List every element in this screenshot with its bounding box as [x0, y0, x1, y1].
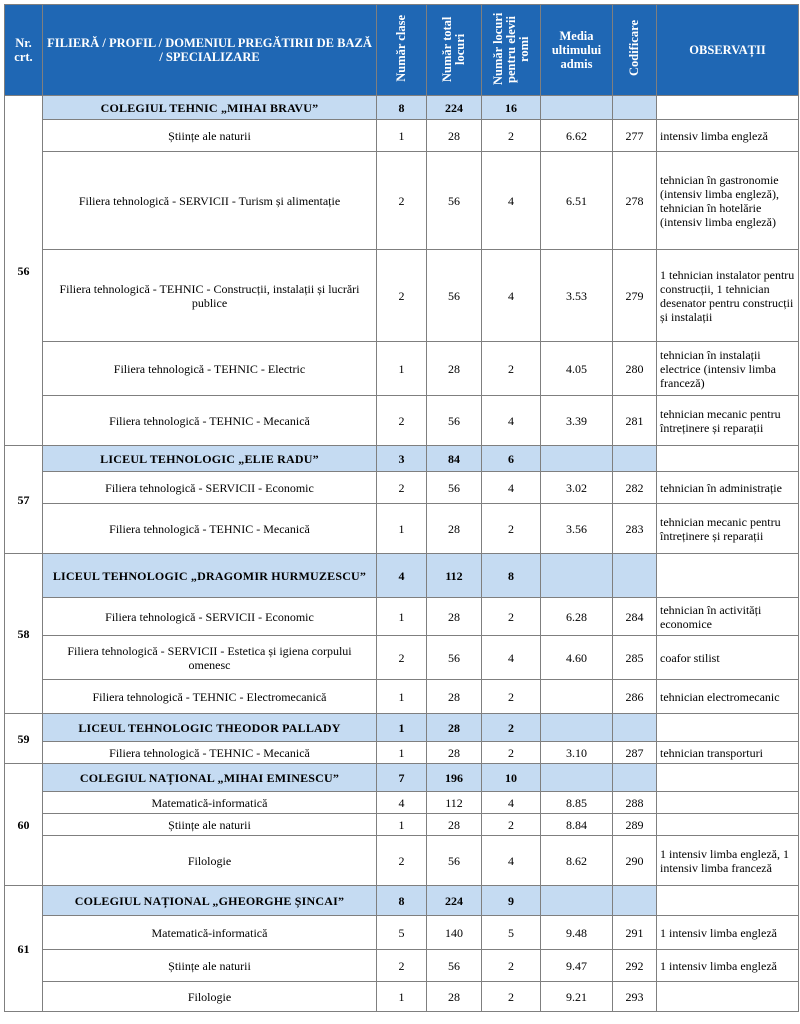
table-row [5, 836, 799, 886]
school-romi: 6 [482, 446, 541, 472]
nr-clase: 2 [377, 250, 427, 342]
codificare: 279 [613, 250, 657, 342]
school-observatii-cell [657, 446, 799, 472]
nr-locuri-romi: 4 [482, 152, 541, 250]
school-name: COLEGIUL TEHNIC „MIHAI BRAVU” [43, 96, 377, 120]
nr-clase: 1 [377, 680, 427, 714]
nr-locuri: 28 [427, 742, 482, 764]
nr-clase: 2 [377, 152, 427, 250]
table-row [5, 598, 799, 636]
row-number: 57 [5, 446, 43, 554]
school-row [5, 886, 799, 916]
school-clase: 8 [377, 96, 427, 120]
school-romi: 10 [482, 764, 541, 792]
school-clase: 3 [377, 446, 427, 472]
specialization: Matematică-informatică [43, 916, 377, 950]
codificare: 287 [613, 742, 657, 764]
school-locuri: 196 [427, 764, 482, 792]
specialization: Filiera tehnologică - SERVICII - Economic [43, 472, 377, 504]
codificare: 285 [613, 636, 657, 680]
header-nr-total-locuri: Număr total locuri [427, 5, 482, 96]
observatii: tehnician transporturi [657, 742, 799, 764]
nr-locuri-romi: 4 [482, 836, 541, 886]
table-row [5, 472, 799, 504]
nr-locuri-romi: 2 [482, 950, 541, 982]
media-admis: 9.48 [541, 916, 613, 950]
nr-locuri: 56 [427, 396, 482, 446]
observatii: 1 tehnician instalator pentru construcții, 1 tehnician desenator pentru construcții și instalații [657, 250, 799, 342]
school-observatii-cell [657, 554, 799, 598]
specialization: Filiera tehnologică - SERVICII - Turism și alimentație [43, 152, 377, 250]
nr-clase: 2 [377, 950, 427, 982]
table-row [5, 916, 799, 950]
nr-clase: 4 [377, 792, 427, 814]
codificare: 277 [613, 120, 657, 152]
media-admis: 4.05 [541, 342, 613, 396]
nr-locuri: 56 [427, 250, 482, 342]
header-observatii: OBSERVAȚII [657, 5, 799, 96]
specialization: Filiera tehnologică - TEHNIC - Mecanică [43, 742, 377, 764]
school-name: COLEGIUL NAȚIONAL „MIHAI EMINESCU” [43, 764, 377, 792]
media-admis: 3.39 [541, 396, 613, 446]
school-empty-cell [541, 446, 613, 472]
observatii: tehnician în administrație [657, 472, 799, 504]
nr-locuri: 28 [427, 814, 482, 836]
school-observatii-cell [657, 96, 799, 120]
media-admis: 6.62 [541, 120, 613, 152]
school-name: COLEGIUL NAȚIONAL „GHEORGHE ȘINCAI” [43, 886, 377, 916]
codificare: 292 [613, 950, 657, 982]
media-admis: 4.60 [541, 636, 613, 680]
codificare: 284 [613, 598, 657, 636]
school-empty-cell [541, 554, 613, 598]
specialization: Filiera tehnologică - SERVICII - Economic [43, 598, 377, 636]
specialization: Filologie [43, 982, 377, 1012]
specialization: Științe ale naturii [43, 120, 377, 152]
table-row [5, 120, 799, 152]
school-empty-cell [613, 554, 657, 598]
table-row [5, 152, 799, 250]
nr-locuri-romi: 2 [482, 504, 541, 554]
specialization: Filiera tehnologică - TEHNIC - Electromecanică [43, 680, 377, 714]
school-empty-cell [613, 446, 657, 472]
nr-clase: 2 [377, 636, 427, 680]
school-romi: 9 [482, 886, 541, 916]
nr-locuri: 56 [427, 152, 482, 250]
codificare: 291 [613, 916, 657, 950]
row-number: 58 [5, 554, 43, 714]
table-row [5, 792, 799, 814]
header-media: Media ultimului admis [541, 5, 613, 96]
nr-locuri-romi: 4 [482, 636, 541, 680]
table-row [5, 982, 799, 1012]
nr-locuri: 28 [427, 982, 482, 1012]
nr-clase: 1 [377, 504, 427, 554]
header-filiera: FILIERĂ / PROFIL / DOMENIUL PREGĂTIRII DE BAZĂ / SPECIALIZARE [43, 5, 377, 96]
nr-clase: 1 [377, 598, 427, 636]
media-admis: 6.51 [541, 152, 613, 250]
specialization: Filiera tehnologică - TEHNIC - Mecanică [43, 504, 377, 554]
specialization: Matematică-informatică [43, 792, 377, 814]
observatii: tehnician mecanic pentru întreținere și reparații [657, 396, 799, 446]
nr-locuri: 56 [427, 636, 482, 680]
observatii: coafor stilist [657, 636, 799, 680]
school-locuri: 28 [427, 714, 482, 742]
codificare: 293 [613, 982, 657, 1012]
school-row [5, 764, 799, 792]
codificare: 278 [613, 152, 657, 250]
observatii [657, 814, 799, 836]
nr-locuri-romi: 2 [482, 598, 541, 636]
table-header-row [5, 5, 799, 96]
media-admis: 3.02 [541, 472, 613, 504]
codificare: 289 [613, 814, 657, 836]
table-row [5, 396, 799, 446]
nr-locuri-romi: 2 [482, 742, 541, 764]
nr-locuri: 112 [427, 792, 482, 814]
codificare: 281 [613, 396, 657, 446]
observatii: 1 intensiv limba engleză [657, 950, 799, 982]
school-locuri: 84 [427, 446, 482, 472]
media-admis [541, 680, 613, 714]
nr-locuri-romi: 2 [482, 120, 541, 152]
observatii: tehnician electromecanic [657, 680, 799, 714]
observatii: tehnician în gastronomie (intensiv limba engleză), tehnician în hotelărie (intensiv limba engleză) [657, 152, 799, 250]
row-number: 59 [5, 714, 43, 764]
header-nr: Nr. crt. [5, 5, 43, 96]
observatii: intensiv limba engleză [657, 120, 799, 152]
school-locuri: 224 [427, 96, 482, 120]
nr-locuri: 56 [427, 836, 482, 886]
school-empty-cell [613, 764, 657, 792]
school-empty-cell [541, 764, 613, 792]
nr-locuri: 28 [427, 598, 482, 636]
codificare: 288 [613, 792, 657, 814]
row-number: 61 [5, 886, 43, 1012]
admission-table [4, 4, 799, 1012]
codificare: 283 [613, 504, 657, 554]
school-clase: 1 [377, 714, 427, 742]
school-clase: 8 [377, 886, 427, 916]
codificare: 280 [613, 342, 657, 396]
nr-locuri: 56 [427, 472, 482, 504]
nr-locuri-romi: 4 [482, 396, 541, 446]
nr-locuri-romi: 5 [482, 916, 541, 950]
school-locuri: 224 [427, 886, 482, 916]
school-row [5, 554, 799, 598]
school-empty-cell [541, 886, 613, 916]
observatii: tehnician în instalații electrice (intensiv limba franceză) [657, 342, 799, 396]
school-romi: 8 [482, 554, 541, 598]
media-admis: 8.84 [541, 814, 613, 836]
nr-locuri: 140 [427, 916, 482, 950]
table-row [5, 814, 799, 836]
school-row [5, 96, 799, 120]
school-romi: 2 [482, 714, 541, 742]
nr-locuri-romi: 2 [482, 680, 541, 714]
specialization: Științe ale naturii [43, 950, 377, 982]
specialization: Științe ale naturii [43, 814, 377, 836]
header-nr-clase: Număr clase [377, 5, 427, 96]
media-admis: 3.56 [541, 504, 613, 554]
nr-clase: 1 [377, 120, 427, 152]
specialization: Filiera tehnologică - SERVICII - Estetica și igiena corpului omenesc [43, 636, 377, 680]
observatii: 1 intensiv limba engleză, 1 intensiv limba franceză [657, 836, 799, 886]
school-empty-cell [541, 96, 613, 120]
school-locuri: 112 [427, 554, 482, 598]
nr-clase: 1 [377, 814, 427, 836]
media-admis: 3.53 [541, 250, 613, 342]
nr-clase: 2 [377, 396, 427, 446]
school-name: LICEUL TEHNOLOGIC „ELIE RADU” [43, 446, 377, 472]
media-admis: 9.47 [541, 950, 613, 982]
header-nr-locuri-romi: Număr locuri pentru elevii romi [482, 5, 541, 96]
nr-clase: 1 [377, 982, 427, 1012]
nr-locuri: 56 [427, 950, 482, 982]
nr-locuri-romi: 2 [482, 814, 541, 836]
school-romi: 16 [482, 96, 541, 120]
table-row [5, 250, 799, 342]
table-body [5, 96, 799, 1012]
observatii [657, 792, 799, 814]
specialization: Filiera tehnologică - TEHNIC - Mecanică [43, 396, 377, 446]
nr-locuri: 28 [427, 680, 482, 714]
school-observatii-cell [657, 714, 799, 742]
nr-locuri: 28 [427, 504, 482, 554]
observatii: 1 intensiv limba engleză [657, 916, 799, 950]
specialization: Filiera tehnologică - TEHNIC - Electric [43, 342, 377, 396]
nr-locuri-romi: 4 [482, 472, 541, 504]
table-row [5, 742, 799, 764]
row-number: 60 [5, 764, 43, 886]
table-row [5, 680, 799, 714]
school-row [5, 446, 799, 472]
table-row [5, 342, 799, 396]
nr-locuri-romi: 2 [482, 982, 541, 1012]
nr-locuri: 28 [427, 120, 482, 152]
observatii: tehnician mecanic pentru întreținere și reparații [657, 504, 799, 554]
table-row [5, 950, 799, 982]
nr-locuri-romi: 4 [482, 792, 541, 814]
observatii: tehnician în activități economice [657, 598, 799, 636]
school-empty-cell [613, 714, 657, 742]
school-row [5, 714, 799, 742]
specialization: Filologie [43, 836, 377, 886]
table-row [5, 504, 799, 554]
school-clase: 7 [377, 764, 427, 792]
row-number: 56 [5, 96, 43, 446]
codificare: 286 [613, 680, 657, 714]
nr-clase: 1 [377, 742, 427, 764]
school-observatii-cell [657, 764, 799, 792]
school-clase: 4 [377, 554, 427, 598]
nr-locuri-romi: 4 [482, 250, 541, 342]
media-admis: 3.10 [541, 742, 613, 764]
nr-clase: 2 [377, 836, 427, 886]
nr-clase: 1 [377, 342, 427, 396]
observatii [657, 982, 799, 1012]
media-admis: 9.21 [541, 982, 613, 1012]
nr-locuri-romi: 2 [482, 342, 541, 396]
school-empty-cell [541, 714, 613, 742]
media-admis: 8.85 [541, 792, 613, 814]
school-empty-cell [613, 886, 657, 916]
school-name: LICEUL TEHNOLOGIC THEODOR PALLADY [43, 714, 377, 742]
media-admis: 8.62 [541, 836, 613, 886]
table-row [5, 636, 799, 680]
codificare: 290 [613, 836, 657, 886]
specialization: Filiera tehnologică - TEHNIC - Construcții, instalații și lucrări publice [43, 250, 377, 342]
school-name: LICEUL TEHNOLOGIC „DRAGOMIR HURMUZESCU” [43, 554, 377, 598]
header-codificare: Codificare [613, 5, 657, 96]
nr-clase: 5 [377, 916, 427, 950]
codificare: 282 [613, 472, 657, 504]
media-admis: 6.28 [541, 598, 613, 636]
nr-locuri: 28 [427, 342, 482, 396]
school-observatii-cell [657, 886, 799, 916]
school-empty-cell [613, 96, 657, 120]
nr-clase: 2 [377, 472, 427, 504]
